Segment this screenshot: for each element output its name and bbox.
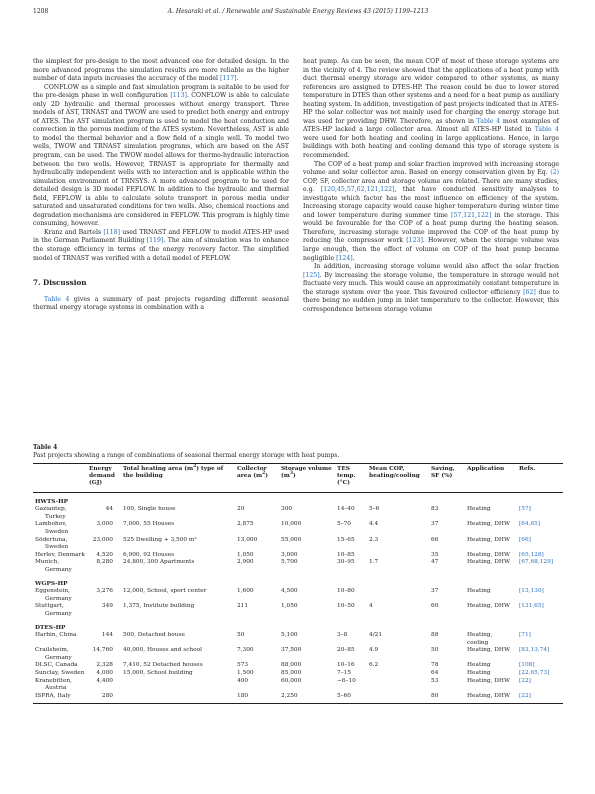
table-cell-application: Heating <box>467 588 491 595</box>
table-cell-tes: 30–95 <box>337 559 355 566</box>
table-cell-cop: 6.2 <box>369 662 379 669</box>
table-cell-location: Kranebitten, Austria <box>35 677 72 692</box>
table-cell-cop: 4.4 <box>369 521 379 528</box>
table-cell-cop <box>367 670 429 678</box>
table-cell-location: Lambohov, Sweden <box>35 521 69 535</box>
table-cell-refs[interactable]: [67,68,129] <box>519 559 554 566</box>
table-cell-collector: 573 <box>237 662 249 669</box>
table-cell-cop: 5–6 <box>369 506 380 513</box>
table-cell-energy: 280 <box>101 692 113 699</box>
table-group-label: WGPS-HP <box>35 580 68 587</box>
col-header-collector: Collector area $(m^2)$ <box>237 466 269 480</box>
table-cell-collector: 7,300 <box>237 647 254 654</box>
table-cell-saving: 50 <box>431 647 439 654</box>
table-cell-collector: 400 <box>237 677 249 684</box>
table-cell-storage: 300 <box>281 506 293 513</box>
table-row <box>33 693 563 701</box>
citation-link[interactable]: [120,45,57,62,121,122] <box>320 186 395 194</box>
table-cell-cop: 4 <box>369 603 373 610</box>
table-cell-energy: 349 <box>101 603 113 610</box>
citation-link[interactable]: [124] <box>336 254 353 262</box>
table-cell-location: Södertuna, Sweden <box>35 536 69 551</box>
table-cell-storage: 1,050 <box>281 603 298 610</box>
table-cell-collector: 2,900 <box>237 559 254 566</box>
table-cell-tes: 5–70 <box>337 521 351 528</box>
table-cell-application: Heating, DHW <box>467 692 510 699</box>
table-cell-location: Munich, Germany <box>35 559 72 573</box>
table-cell-energy: 4,000 <box>96 670 113 677</box>
col-header-saving: Saving, SF (%) <box>431 466 455 480</box>
table-group-row <box>33 575 563 589</box>
table-cell-location: DLSC, Canada <box>35 662 78 669</box>
col-header-tes: TES temp. (°C) <box>337 466 356 487</box>
table-cell-application: Heating, DHW <box>467 677 510 684</box>
table-cell-tes: 5–60 <box>337 692 351 699</box>
table-cell-saving: 53 <box>431 677 439 684</box>
table-cell-collector: 20 <box>237 506 245 513</box>
table-cell-storage: 60,000 <box>281 677 302 684</box>
table-cell-cop <box>367 693 429 701</box>
section-title: 7. Discussion <box>33 278 87 288</box>
citation-link[interactable]: [118] <box>103 228 120 236</box>
table-cell-cop: 1.7 <box>369 559 379 566</box>
citation-link[interactable]: [119] <box>146 237 164 245</box>
table-cell-location: Crailsheim, Germany <box>35 647 72 661</box>
table-cell-saving: 37 <box>431 588 439 595</box>
table-cell-area: 7,000, 55 Houses <box>123 521 175 528</box>
col-header-location <box>33 464 87 492</box>
table-group-row <box>33 492 563 506</box>
table-cell-application: Heating, DHW <box>467 647 510 654</box>
table-cell-storage: 5,100 <box>281 632 298 639</box>
table-cell-application: Heating <box>467 506 491 513</box>
table-cell-refs[interactable]: [65,128] <box>519 551 544 558</box>
paragraph: Kranz and Bartels [118] used TRNAST and FEFLOW to model ATES-HP used in the German Parliament Building [119]. The aim of simulation was to enhance the storage efficiency in terms of the energy recovery factor. The simplified model of TRNAST was verified with a detail model of FEFLOW. <box>33 228 290 262</box>
table-row <box>33 552 563 560</box>
table-cell-application: Heating, DHW <box>467 603 510 610</box>
table-cell-saving: 60 <box>431 603 439 610</box>
table-cell-location: Sunclay, Sweden <box>35 670 85 677</box>
table-cell-cop: 4/21 <box>369 632 383 639</box>
table-cell-area: 100, Single house <box>123 506 176 513</box>
table-cell-area: 1,375, Institute building <box>123 603 195 610</box>
paragraph: the simplest for pre-design to the most advanced one for detailed design. In the more advanced programs the simulation results are more reliable as the higher number of data inputs increases the accuracy of the model [117]. <box>33 58 289 83</box>
table-cell-tes: 20–85 <box>337 647 355 654</box>
table-cell-energy: 4,520 <box>96 551 113 558</box>
paragraph: CONFLOW as a simple and fast simulation program is suitable to be used for the pre-design phase in well configuration [113]. CONFLOW is able to calculate only 2D hydraulic and thermal processes without energy transport. Three models of AST, TRNAST and TWOW are used to predict both energy and entropy of ATES. The AST simulation program is used to model the heat conduction and convection in the porous medium of the ATES system. Nevertheless, AST is able to model the thermal behavior and a flow field of a single well. To model two wells, TWOW and TRNAST simulation programs, which are based on the AST program, can be used. The TWOW model allows for thermo-hydraulic interaction between the two wells. However, TRNAST is appropriate for thermally and hydraulically independent wells with no interaction and is applicable within the simulation environment of TRNSYS. A more advanced program to be used for detailed design is 3D model FEFLOW. In addition to the hydraulic and thermal field, FEFLOW is able to calculate solute transport in porous media under saturated and unsaturated conditions for two wells. Also, chemical reactions and degradation mechanisms are considered in FEFLOW. This program is highly time consuming, however. <box>33 83 289 228</box>
table-link[interactable]: Table 4 <box>534 126 559 134</box>
table-cell-cop: 4.9 <box>369 647 379 654</box>
table-link[interactable]: Table 4 <box>476 117 501 125</box>
table-cell-collector: 1,500 <box>237 670 254 677</box>
col-header-storage: Storage volume $(m^3)$ <box>281 466 332 480</box>
table-cell-energy: 144 <box>101 632 113 639</box>
paragraph: heat pump. As can be seen, the mean COP of most of these storage systems are in the vicinity of 4. The review showed that the applications of a heat pump with duct thermal energy storage are wider compared to other systems, as many references are assigned to DTES-HP. The reason could be due to lower stored temperature in DTES than other systems and a need for a heat pump as auxiliary heating system. In addition, investigation of past projects indicated that in ATES-HP the solar collector was not mainly used for charging the energy storage but was used for providing DHW. Therefore, as shown in Table 4 most examples of ATES-HP lacked a large collector area. Almost all ATES-HP listed in Table 4 were used for both heating and cooling in large applications. Hence, in large buildings with both heating and cooling demand this type of storage system is recommended. <box>303 58 559 160</box>
table-cell-storage: 55,000 <box>281 536 302 543</box>
paragraph: Table 4 gives a summary of past projects regarding different seasonal thermal energy storage systems in combination with a <box>33 295 289 312</box>
table-cell-tes: −6–10 <box>337 677 356 684</box>
table-row <box>33 506 563 521</box>
table-cell-tes: 14–40 <box>337 506 355 513</box>
table-cell-location: Herlev, Denmark <box>35 551 85 558</box>
table-cell-tes: 10–50 <box>337 603 355 610</box>
table-cell-application: Heating, cooling <box>467 632 493 646</box>
table-cell-storage: 37,500 <box>281 647 302 654</box>
table-cell-application: Heating <box>467 662 491 669</box>
table-cell-area: 15,000, School building <box>123 670 193 677</box>
left-column <box>33 58 289 313</box>
page-number: 1208 <box>33 8 49 15</box>
table-cell-location: Stuttgart, Germany <box>35 603 72 617</box>
table-cell-area <box>121 693 235 701</box>
table-cell-application: Heating, DHW <box>467 521 510 528</box>
table-cell-tes: 7–15 <box>337 670 351 677</box>
col-header-refs: Refs. <box>519 466 536 472</box>
table-cell-refs[interactable]: [22] <box>519 692 531 699</box>
running-title: A. Hesaraki et al. / Renewable and Sustainable Energy Reviews 43 (2015) 1199–1213 <box>167 8 429 15</box>
table-cell-storage: 4,500 <box>281 588 298 595</box>
table-cell-area: 40,000, Houses and school <box>123 647 203 654</box>
table-cell-refs[interactable]: [83,13,74] <box>519 647 550 654</box>
citation-link[interactable]: [62] <box>523 288 536 296</box>
citation-link[interactable]: [113] <box>170 92 187 100</box>
table-cell-area: 500, Detached house <box>123 632 185 639</box>
table-cell-application: Heating, DHW <box>467 551 510 558</box>
table-cell-storage: 88,000 <box>281 662 302 669</box>
table-cell-tes: 10–16 <box>337 662 355 669</box>
table-link[interactable]: Table 4 <box>44 295 70 303</box>
equation-link[interactable]: (2) <box>550 169 559 177</box>
table-cell-saving: 78 <box>431 662 439 669</box>
table-cell-refs[interactable]: [57] <box>519 506 531 513</box>
table-cell-saving: 47 <box>431 559 439 566</box>
running-header <box>33 8 563 18</box>
table-cell-location: Gaziantep, Turkey <box>35 506 67 520</box>
table-cell-area: 24,800, 300 Apartments <box>123 559 195 566</box>
table-cell-location: Eggenstein, Germany <box>35 588 72 602</box>
table-cell-storage: 5,700 <box>281 559 298 566</box>
table-cell-tes: 10–85 <box>337 551 355 558</box>
right-column <box>303 58 559 314</box>
table-cell-area: 525 Dwelling + 3,500 m² <box>123 536 197 543</box>
table-row <box>33 603 563 618</box>
col-header-energy: Energy demand (GJ) <box>89 466 115 487</box>
table-row <box>33 662 563 670</box>
table-cell-location: Harbin, China <box>35 632 77 639</box>
table-cell-saving: 35 <box>431 551 439 558</box>
table-row <box>33 647 563 662</box>
table-cell-energy: 44 <box>105 506 113 513</box>
table-cell-application: Heating, DHW <box>467 536 510 543</box>
table-cell-saving: 83 <box>431 506 439 513</box>
table-cell-energy: 23,000 <box>92 536 113 543</box>
table-caption: Past projects showing a range of combinations of seasonal thermal energy storage with heat pumps. <box>33 452 340 459</box>
citation-link[interactable]: [123] <box>406 237 423 245</box>
table-bottom-rule <box>33 700 563 703</box>
table-cell-saving: 64 <box>431 670 439 677</box>
table-cell-collector: 180 <box>237 692 249 699</box>
table-row <box>33 670 563 678</box>
table-row <box>33 521 563 536</box>
table-cell-storage: 2,250 <box>281 692 298 699</box>
table-cell-cop: 2.3 <box>369 536 379 543</box>
table-cell-location: ISPRA, Italy <box>35 692 71 699</box>
table-cell-application: Heating, DHW <box>467 559 510 566</box>
table-cell-tes: 10–80 <box>337 588 355 595</box>
col-header-area: Total heating area $(m^2)$ type of the building <box>123 464 224 480</box>
table-row <box>33 559 563 574</box>
paragraph: The COP of a heat pump and solar fraction improved with increasing storage volume and solar collector area. Based on energy conservation given by Eq. (2) COP, SF, collector area and storage volume are related. There are many studies, e.g. [120,45,57,62,121,122], that have conducted sensitivity analyses to investigate which factor has the most influence on efficiency of the system. Increasing storage capacity would cause higher temperature during winter time and lower temperature during summer time [57,121,122] in the storage. This would be favourable for the COP of a heat pump during the heating season. Therefore, increasing storage volume improved the COP of the heat pump by reducing the compressor work [123]. However, when the storage volume was large enough, then the effect of volume on COP of the heat pump became negligible [124]. <box>303 160 560 262</box>
table-cell-refs[interactable]: [71] <box>519 632 531 639</box>
table-cell-refs[interactable]: [64,65] <box>519 521 541 528</box>
table-cell-saving: 88 <box>431 632 439 639</box>
table-cell-area: 12,000, School, sport center <box>123 588 207 595</box>
table-group-label: HWTS-HP <box>35 498 68 505</box>
table-cell-collector: 2,875 <box>237 521 254 528</box>
table-cell-area: 6,900, 92 Houses <box>123 551 175 558</box>
paragraph: In addition, increasing storage volume would also affect the solar fraction [125]. By increasing the storage volume, the temperature in storage would not fluctuate very much. This would cause an approximately constant temperature in the storage system over the year. This favoured collector efficiency [62] due to there being no sudden jump in inlet temperature to the collector. However, this correspondence between storage volume <box>303 263 559 313</box>
citation-link[interactable]: [117] <box>219 75 237 83</box>
table-cell-cop <box>367 588 429 603</box>
table-cell-cop <box>367 678 429 693</box>
table-cell-area <box>121 678 235 693</box>
table-cell-application: Heating <box>467 670 491 677</box>
table-row <box>33 588 563 603</box>
table-cell-collector: 1,600 <box>237 588 254 595</box>
table-cell-energy: 2,328 <box>96 662 113 669</box>
table-cell-energy: 3,276 <box>96 588 113 595</box>
col-header-cop: Mean COP, heating/cooling <box>369 466 420 480</box>
table-row <box>33 678 563 693</box>
table-cell-cop <box>367 552 429 560</box>
table-cell-saving: 66 <box>431 536 439 543</box>
table-cell-refs[interactable]: [22,65,73] <box>519 670 550 677</box>
table-header-row <box>33 464 563 492</box>
table-cell-energy: 3,000 <box>96 521 113 528</box>
table-cell-storage: 10,000 <box>281 521 302 528</box>
table-cell-storage: 85,000 <box>281 670 302 677</box>
table-cell-collector: 50 <box>237 632 245 639</box>
table-row <box>33 632 563 647</box>
data-table <box>33 464 563 704</box>
table-label: Table 4 <box>33 444 58 451</box>
table-cell-energy: 14,760 <box>92 647 113 654</box>
table-cell-energy: 8,280 <box>96 559 113 566</box>
col-header-application: Application <box>467 466 505 472</box>
table-cell-saving: 37 <box>431 521 439 528</box>
table-cell-refs[interactable]: [13,130] <box>519 588 544 595</box>
table-cell-refs[interactable]: [131,65] <box>519 603 544 610</box>
table-cell-saving: 80 <box>431 692 439 699</box>
table-cell-energy: 4,400 <box>96 677 113 684</box>
table-cell-tes: 15–65 <box>337 536 355 543</box>
table-cell-collector: 1,050 <box>237 551 254 558</box>
table-cell-refs[interactable]: [22] <box>519 677 531 684</box>
table-cell-storage: 3,000 <box>281 551 298 558</box>
table-cell-collector: 13,000 <box>237 536 258 543</box>
table-row <box>33 537 563 552</box>
table-cell-refs[interactable]: [108] <box>519 662 535 669</box>
table-cell-refs[interactable]: [66] <box>519 536 531 543</box>
table-cell-tes: 3–8 <box>337 632 348 639</box>
table-group-row <box>33 619 563 633</box>
citation-link[interactable]: [57,121,122] <box>451 211 492 219</box>
table-cell-collector: 211 <box>237 603 249 610</box>
table-cell-area: 7,410, 52 Detached houses <box>123 662 203 669</box>
citation-link[interactable]: [125] <box>303 271 320 279</box>
table-4 <box>33 444 563 704</box>
table-group-label: DTES-HP <box>35 624 66 631</box>
